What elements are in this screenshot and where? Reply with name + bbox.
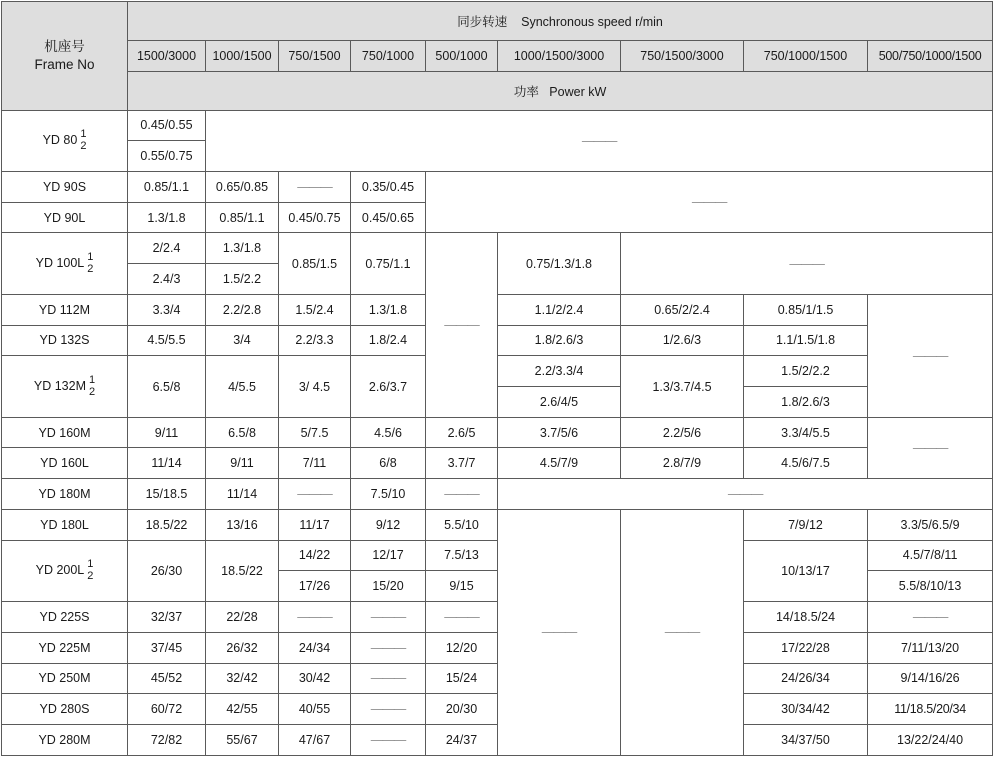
cell-yd280s-c9: 11/18.5/20/34 [868,694,993,725]
sub-1: 1 [88,373,96,386]
row-label-yd250m: YD 250M [2,663,128,694]
cell-yd160m-c4: 4.5/6 [351,417,426,448]
header-speed-col-3: 750/1500 [279,40,351,71]
cell-yd225s-c9: ——— [868,602,993,633]
cell-yd180l-c2: 13/16 [206,509,279,540]
cell-col6-merged-dash-bottom: ——— [498,509,621,755]
cell-yd160m-c7: 2.2/5/6 [621,417,744,448]
row-label-yd80 [2,110,128,171]
cell-yd225m-c4: ——— [351,632,426,663]
table-row-yd180l [2,509,993,540]
table-row-yd80-1 [2,110,993,141]
cell-yd132s-c3: 2.2/3.3 [279,325,351,356]
cell-yd160m-c8: 3.3/4/5.5 [744,417,868,448]
table-row-yd100l-1 [2,233,993,264]
cell-yd225s-c1: 32/37 [128,602,206,633]
row-label-yd100l-subscripts [87,252,93,275]
sub-1: 1 [87,558,94,571]
row-label-yd200l-text: YD 200L [35,563,85,578]
cell-yd180m-c4: 7.5/10 [351,479,426,510]
cell-yd132s-c8: 1.1/1.5/1.8 [744,325,868,356]
motor-power-spec-table [1,1,993,756]
cell-yd160m-c5: 2.6/5 [426,417,498,448]
cell-yd225s-c4: ——— [351,602,426,633]
cell-yd112m-c8: 0.85/1/1.5 [744,294,868,325]
row-label-yd200l-subscripts [87,559,93,582]
cell-yd180l-c9: 3.3/5/6.5/9 [868,509,993,540]
cell-yd90s-c2: 0.65/0.85 [206,172,279,203]
table-row-yd225s [2,602,993,633]
cell-yd225m-c9: 7/11/13/20 [868,632,993,663]
cell-yd280m-c1: 72/82 [128,724,206,755]
cell-yd250m-c9: 9/14/16/26 [868,663,993,694]
cell-yd200l-1-c5: 7.5/13 [426,540,498,571]
cell-yd100l-merged-dash: ——— [621,233,993,294]
cell-yd180m-c1: 15/18.5 [128,479,206,510]
cell-yd132s-c2: 3/4 [206,325,279,356]
cell-yd180l-c5: 5.5/10 [426,509,498,540]
cell-col5-merged-dash-100l-132m: ——— [426,233,498,417]
cell-yd225m-c2: 26/32 [206,632,279,663]
row-label-yd225s: YD 225S [2,602,128,633]
cell-yd100l-c4: 0.75/1.1 [351,233,426,294]
header-speed-title-en: Synchronous speed r/min [521,14,663,29]
header-speed-col-7: 750/1500/3000 [621,40,744,71]
cell-yd250m-c3: 30/42 [279,663,351,694]
cell-yd280s-c5: 20/30 [426,694,498,725]
cell-yd160m-c3: 5/7.5 [279,417,351,448]
cell-yd160m-c1: 9/11 [128,417,206,448]
header-synchronous-speed-cell [128,2,993,41]
header-power-cell [128,71,993,110]
cell-yd132m-c2: 4/5.5 [206,356,279,417]
cell-yd160l-c5: 3.7/7 [426,448,498,479]
row-label-yd132m [2,356,128,417]
cell-yd132m-2-c8: 1.8/2.6/3 [744,387,868,418]
cell-yd132s-c4: 1.8/2.4 [351,325,426,356]
cell-yd100l-c6: 0.75/1.3/1.8 [498,233,621,294]
row-label-yd90l: YD 90L [2,202,128,233]
cell-yd112m-c6: 1.1/2/2.4 [498,294,621,325]
header-row-speeds [2,40,993,71]
sub-2: 2 [87,569,94,582]
table-row-yd280m [2,724,993,755]
cell-yd132m-2-c6: 2.6/4/5 [498,387,621,418]
table-row-yd160l [2,448,993,479]
header-speed-col-6: 1000/1500/3000 [498,40,621,71]
row-label-yd225m: YD 225M [2,632,128,663]
cell-yd100l-1-c2: 1.3/1.8 [206,233,279,264]
cell-yd250m-c8: 24/26/34 [744,663,868,694]
cell-yd280s-c3: 40/55 [279,694,351,725]
table-row-yd180m [2,479,993,510]
table-row-yd225m [2,632,993,663]
row-label-yd180m: YD 180M [2,479,128,510]
cell-yd200l-c2: 18.5/22 [206,540,279,601]
cell-yd250m-c1: 45/52 [128,663,206,694]
row-label-yd100l [2,233,128,294]
header-speed-col-1: 1500/3000 [128,40,206,71]
cell-yd280m-c5: 24/37 [426,724,498,755]
cell-yd280s-c8: 30/34/42 [744,694,868,725]
row-label-yd280s: YD 280S [2,694,128,725]
cell-yd180m-c5: ——— [426,479,498,510]
cell-yd280s-c2: 42/55 [206,694,279,725]
cell-yd160l-c3: 7/11 [279,448,351,479]
cell-yd132s-c7: 1/2.6/3 [621,325,744,356]
cell-yd90s-c3: ——— [279,172,351,203]
cell-yd100l-1-c1: 2/2.4 [128,233,206,264]
cell-yd100l-2-c1: 2.4/3 [128,264,206,295]
cell-yd250m-c5: 15/24 [426,663,498,694]
row-label-yd132m-text: YD 132M [33,378,86,393]
table-row-yd200l-1 [2,540,993,571]
cell-yd200l-1-c4: 12/17 [351,540,426,571]
cell-yd160l-c8: 4.5/6/7.5 [744,448,868,479]
header-speed-col-4: 750/1000 [351,40,426,71]
table-row-yd90s [2,172,993,203]
cell-yd132m-c7: 1.3/3.7/4.5 [621,356,744,417]
cell-yd200l-1-c3: 14/22 [279,540,351,571]
cell-yd112m-c4: 1.3/1.8 [351,294,426,325]
cell-yd280m-c9: 13/22/24/40 [868,724,993,755]
cell-yd225s-c8: 14/18.5/24 [744,602,868,633]
cell-yd180l-c8: 7/9/12 [744,509,868,540]
table-row-yd250m [2,663,993,694]
cell-yd80-merged-dash: ——— [206,110,993,171]
cell-yd90l-c2: 0.85/1.1 [206,202,279,233]
row-label-yd100l-text: YD 100L [35,255,85,270]
cell-yd112m-c1: 3.3/4 [128,294,206,325]
table-row-yd280s [2,694,993,725]
cell-yd160l-c2: 9/11 [206,448,279,479]
cell-yd225m-c5: 12/20 [426,632,498,663]
sub-1: 1 [87,251,94,264]
cell-yd225m-c8: 17/22/28 [744,632,868,663]
cell-yd100l-2-c2: 1.5/2.2 [206,264,279,295]
cell-yd280m-c8: 34/37/50 [744,724,868,755]
row-label-yd80-text: YD 80 [42,133,78,148]
cell-yd280m-c4: ——— [351,724,426,755]
cell-yd90-merged-dash: ——— [426,172,993,233]
cell-col9-merged-dash-160: ——— [868,417,993,478]
cell-yd90l-c4: 0.45/0.65 [351,202,426,233]
cell-yd225m-c3: 24/34 [279,632,351,663]
sub-2: 2 [88,385,96,398]
cell-yd160l-c4: 6/8 [351,448,426,479]
cell-yd160l-c6: 4.5/7/9 [498,448,621,479]
row-label-yd180l: YD 180L [2,509,128,540]
table-row-yd112m [2,294,993,325]
header-frame-no-cell [2,2,128,111]
cell-col9-merged-dash-112m-132m: ——— [868,294,993,417]
cell-yd160l-c7: 2.8/7/9 [621,448,744,479]
header-row-title [2,2,993,41]
cell-yd90s-c4: 0.35/0.45 [351,172,426,203]
header-speed-col-9: 500/750/1000/1500 [868,40,993,71]
cell-yd160m-c6: 3.7/5/6 [498,417,621,448]
cell-col7-merged-dash-bottom: ——— [621,509,744,755]
cell-yd180m-c3: ——— [279,479,351,510]
row-label-yd112m: YD 112M [2,294,128,325]
cell-yd100l-c3: 0.85/1.5 [279,233,351,294]
cell-yd132s-c1: 4.5/5.5 [128,325,206,356]
cell-yd132s-c6: 1.8/2.6/3 [498,325,621,356]
cell-yd200l-c8: 10/13/17 [744,540,868,601]
cell-yd132m-c4: 2.6/3.7 [351,356,426,417]
cell-yd225s-c5: ——— [426,602,498,633]
cell-yd200l-2-c4: 15/20 [351,571,426,602]
cell-yd112m-c2: 2.2/2.8 [206,294,279,325]
cell-yd250m-c4: ——— [351,663,426,694]
cell-yd132m-1-c6: 2.2/3.3/4 [498,356,621,387]
cell-yd200l-2-c5: 9/15 [426,571,498,602]
cell-yd280s-c4: ——— [351,694,426,725]
cell-yd180l-c4: 9/12 [351,509,426,540]
cell-yd180m-merged-dash: ——— [498,479,993,510]
cell-yd132m-1-c8: 1.5/2/2.2 [744,356,868,387]
cell-yd90l-c1: 1.3/1.8 [128,202,206,233]
cell-yd280m-c2: 55/67 [206,724,279,755]
cell-yd180l-c3: 11/17 [279,509,351,540]
row-label-yd280m: YD 280M [2,724,128,755]
cell-yd225m-c1: 37/45 [128,632,206,663]
cell-yd90s-c1: 0.85/1.1 [128,172,206,203]
cell-yd280s-c1: 60/72 [128,694,206,725]
table-row-yd132s [2,325,993,356]
header-speed-title-cn: 同步转速 [457,14,508,29]
row-label-yd200l [2,540,128,601]
row-label-yd132s: YD 132S [2,325,128,356]
header-row-power [2,71,993,110]
cell-yd132m-c3: 3/ 4.5 [279,356,351,417]
sub-2: 2 [87,262,94,275]
cell-yd225s-c2: 22/28 [206,602,279,633]
header-speed-col-8: 750/1000/1500 [744,40,868,71]
sub-2: 2 [80,139,87,152]
table-row-yd132m-1 [2,356,993,387]
row-label-yd132m-subscripts [89,375,95,398]
header-speed-col-5: 500/1000 [426,40,498,71]
cell-yd180m-c2: 11/14 [206,479,279,510]
row-label-yd80-subscripts [80,129,86,152]
header-frame-no-cn: 机座号 [44,38,85,54]
cell-yd200l-c1: 26/30 [128,540,206,601]
cell-yd280m-c3: 47/67 [279,724,351,755]
cell-yd112m-c3: 1.5/2.4 [279,294,351,325]
header-frame-no-en: Frame No [34,56,95,72]
cell-yd180l-c1: 18.5/22 [128,509,206,540]
table-row-yd160m [2,417,993,448]
row-label-yd90s: YD 90S [2,172,128,203]
cell-yd80-1-c1: 0.45/0.55 [128,110,206,141]
cell-yd200l-1-c9: 4.5/7/8/11 [868,540,993,571]
cell-yd200l-2-c3: 17/26 [279,571,351,602]
cell-yd250m-c2: 32/42 [206,663,279,694]
cell-yd80-2-c1: 0.55/0.75 [128,141,206,172]
header-speed-col-2: 1000/1500 [206,40,279,71]
header-power-en: Power kW [549,84,607,99]
cell-yd200l-2-c9: 5.5/8/10/13 [868,571,993,602]
cell-yd225s-c3: ——— [279,602,351,633]
cell-yd112m-c7: 0.65/2/2.4 [621,294,744,325]
cell-yd160m-c2: 6.5/8 [206,417,279,448]
row-label-yd160m: YD 160M [2,417,128,448]
cell-yd132m-c1: 6.5/8 [128,356,206,417]
cell-yd160l-c1: 11/14 [128,448,206,479]
sub-1: 1 [80,128,87,141]
row-label-yd160l: YD 160L [2,448,128,479]
header-power-cn: 功率 [513,84,539,99]
cell-yd90l-c3: 0.45/0.75 [279,202,351,233]
